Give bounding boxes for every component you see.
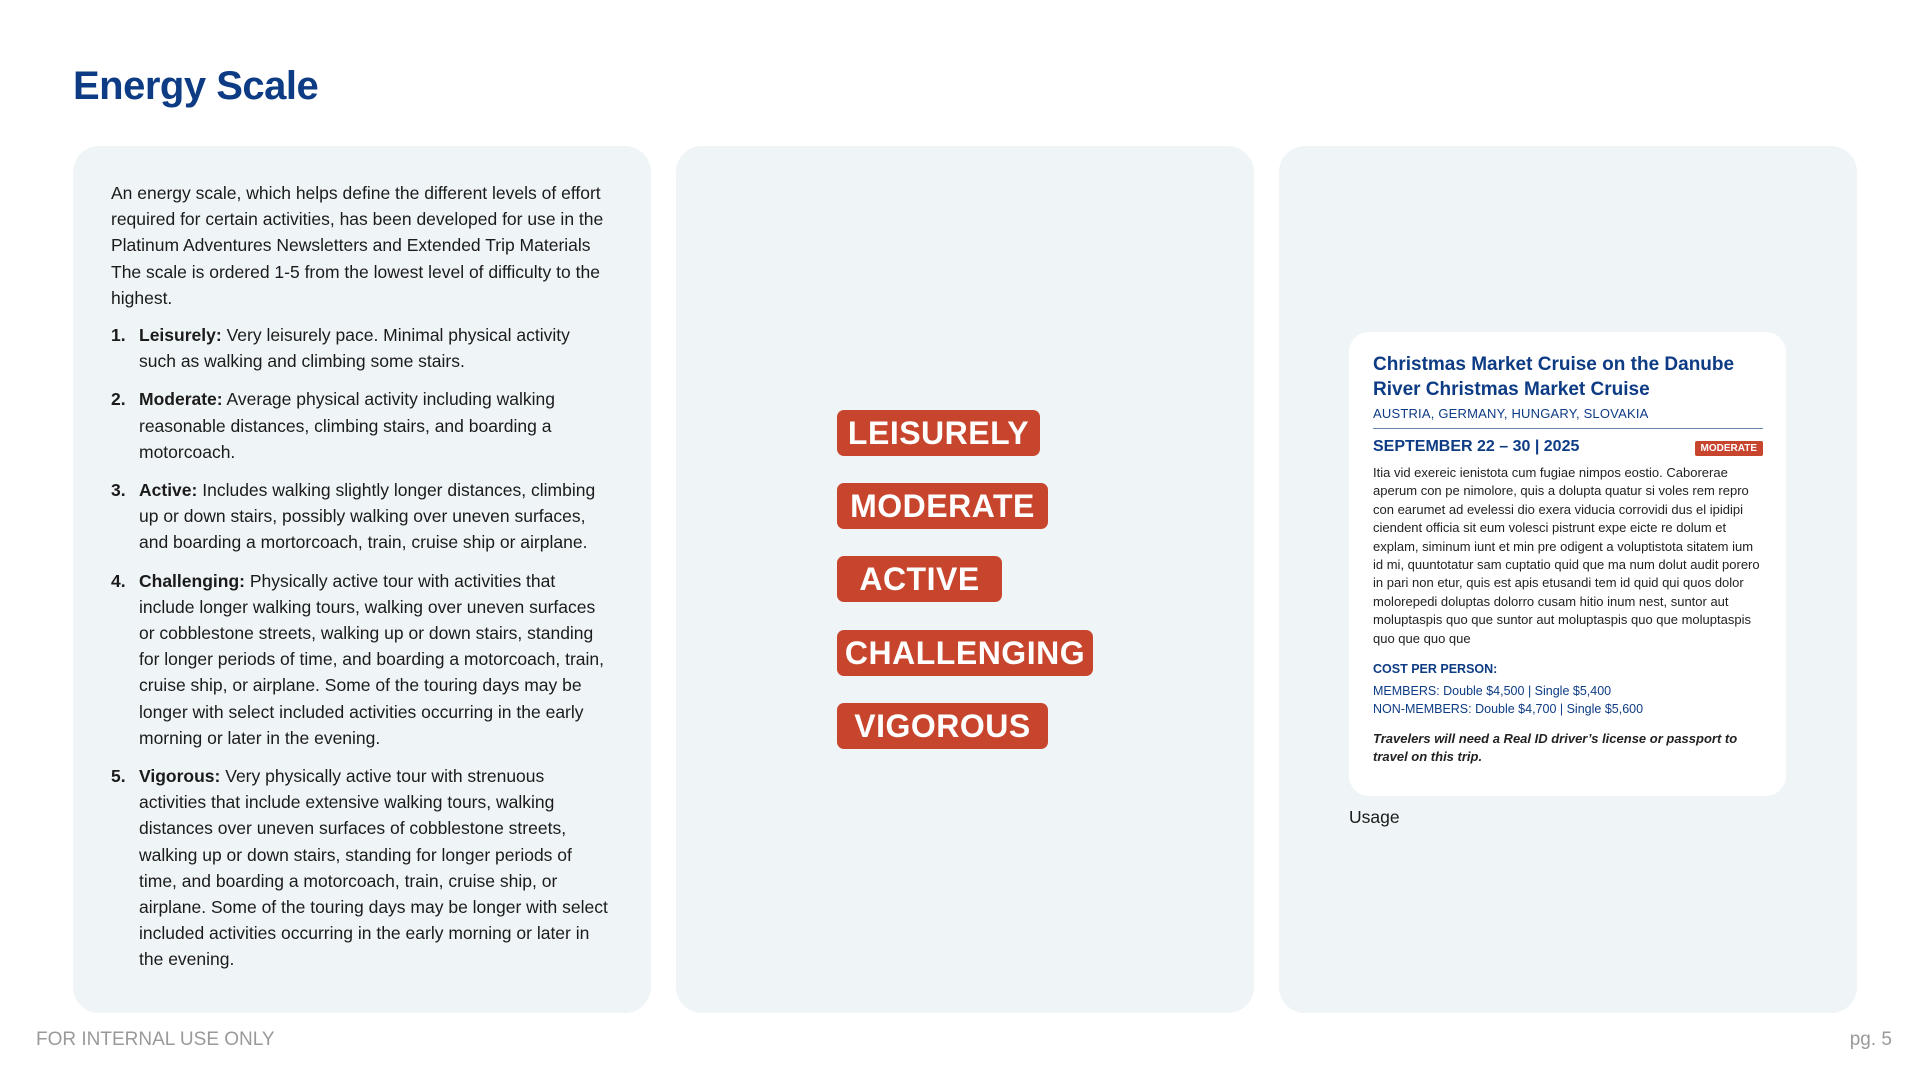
badge-challenging: CHALLENGING <box>837 630 1093 676</box>
trip-card <box>1349 332 1786 796</box>
badge-leisurely: LEISURELY <box>837 410 1040 456</box>
intro-paragraph: An energy scale, which helps define the different levels of effort required for certain activities, has been developed for use in the Platinum Adventures Newsletters and Extended Trip Materials The scale is ordered 1-5 from the lowest level of difficulty to the highest. <box>111 183 604 308</box>
trip-countries: AUSTRIA, GERMANY, HUNGARY, SLOVAKIA <box>1373 406 1649 421</box>
level-name: Vigorous: <box>139 766 221 787</box>
footer-internal-use: FOR INTERNAL USE ONLY <box>36 1029 275 1050</box>
divider <box>1373 428 1763 429</box>
level-name: Active: <box>139 480 198 501</box>
travel-note: Travelers will need a Real ID driver’s license or passport to travel on this trip. <box>1373 731 1738 765</box>
list-number: 3. <box>111 480 126 501</box>
level-description: Very physically active tour with strenuous activities that include extensive walking tours, walking distances over uneven surfaces of cobblestone streets, walking up or down stairs, standing for longer periods of time, and boarding a motorcoach, train, cruise ship, or airplane. Some of the touring days may be longer with select included activities occurring in the early morning or later in the evening. <box>139 766 608 970</box>
usage-caption: Usage <box>1349 807 1400 827</box>
list-item <box>111 763 611 973</box>
list-item <box>111 568 611 751</box>
description-panel <box>73 146 651 1013</box>
level-description: Physically active tour with activities that include longer walking tours, walking over uneven surfaces or cobblestone streets, walking up or down stairs, standing for longer periods of time, and boarding a motorcoach, train, cruise ship, or airplane. Some of the touring days may be longer with select included activities occurring in the early morning or later in the evening. <box>139 570 604 748</box>
level-description: Very leisurely pace. Minimal physical activity such as walking and climbing some stairs. <box>139 325 570 372</box>
level-name: Leisurely: <box>139 325 222 345</box>
members-price: MEMBERS: Double $4,500 | Single $5,400 <box>1373 684 1612 699</box>
badge-moderate: MODERATE <box>837 483 1048 529</box>
trip-title: Christmas Market Cruise on the Danube River Christmas Market Cruise <box>1373 354 1735 400</box>
badges-panel <box>676 146 1254 1013</box>
energy-level-list <box>111 322 611 985</box>
list-item <box>111 386 611 465</box>
list-number: 1. <box>111 325 126 345</box>
trip-date: SEPTEMBER 22 – 30 | 2025 <box>1373 438 1580 455</box>
trip-description: Itia vid exereic ienistota cum fugiae nimpos eostio. Caborerae aperum con pe nimolore, quis a dolupta quatur si voles rem repro con earumet ad evelessi dio exera viducia corrovidi dus el ipidipi ciendent officia sit eum volesci pistrunt expe eicte re dolum et explam, siminum iunt et min pre odigent a voluptistota sitatem ium id mi, quuntotatur sam cuptatio quid que ma num dolut audit porero in pari non etur, quis est apis etusandi tem id quid qui quos dolor molorepedi doluptas dolorro cusam hitio inum nest, suntor aut moluptaspis quo que suntor aut moluptaspis quo que moluptaspis quo que quo que <box>1373 465 1760 646</box>
non-members-price: NON-MEMBERS: Double $4,700 | Single $5,600 <box>1373 702 1644 717</box>
list-item <box>111 477 611 556</box>
list-item <box>111 322 611 374</box>
level-name: Challenging: <box>139 570 245 591</box>
cost-heading: COST PER PERSON: <box>1373 662 1498 677</box>
badge-active: ACTIVE <box>837 556 1002 602</box>
page-number: pg. 5 <box>1849 1029 1892 1050</box>
page-title: Energy Scale <box>73 64 319 108</box>
level-description: Includes walking slightly longer distances, climbing up or down stairs, possibly walking over uneven surfaces, and boarding a mortorcoach, train, cruise ship or airplane. <box>139 480 596 553</box>
level-name: Moderate: <box>139 389 223 410</box>
energy-badge: MODERATE <box>1695 441 1763 456</box>
badge-vigorous: VIGOROUS <box>837 703 1048 749</box>
list-number: 2. <box>111 389 126 410</box>
level-description: Average physical activity including walking reasonable distances, climbing stairs, and boarding a motorcoach. <box>139 389 555 462</box>
usage-panel <box>1279 146 1857 1013</box>
list-number: 5. <box>111 766 126 787</box>
list-number: 4. <box>111 570 126 591</box>
